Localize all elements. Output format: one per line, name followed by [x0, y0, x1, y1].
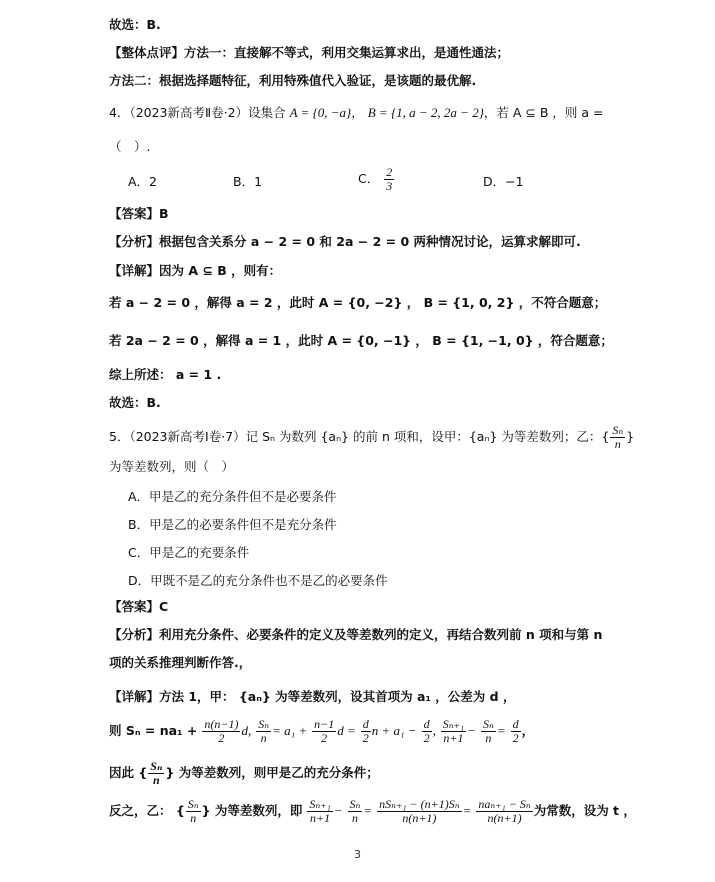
- converse-prefix: 反之，乙： {: [109, 803, 185, 818]
- formula-text-7: =: [496, 723, 506, 738]
- fraction-numerator: Sₙ: [150, 759, 163, 773]
- fraction-numerator: naₙ₊₁ − Sₙ: [478, 797, 531, 811]
- fraction-numerator: Sₙ: [258, 717, 270, 731]
- formula-text-1: d,: [241, 723, 252, 738]
- fraction-numerator: n(n−1): [204, 717, 239, 731]
- method-two: 方法二：根据选择题特征，利用特殊值代入验证，是该题的最优解.: [109, 73, 477, 88]
- converse-fraction-0: [186, 798, 201, 825]
- q4-final: 故选：B.: [109, 395, 161, 410]
- page-number: 3: [354, 848, 361, 861]
- fraction-numerator: Sₙ₊₁: [309, 797, 331, 811]
- q5-stem-suffix: }: [626, 429, 635, 444]
- q5-answer: 【答案】C: [109, 599, 169, 614]
- fraction-denominator: n(n+1): [487, 811, 522, 825]
- q4-option-b: B．1: [233, 174, 263, 189]
- formula-text-6: −: [467, 723, 476, 738]
- q4-analysis-text: 根据包含关系分 a − 2 = 0 和 2a − 2 = 0 两种情况讨论，运算求解即可.: [159, 234, 581, 249]
- hence-prefix: 因此 {: [109, 765, 148, 780]
- formula-end: ，: [521, 723, 535, 738]
- converse-fraction-3: [377, 798, 461, 825]
- fraction-numerator: nSₙ₊₁ − (n+1)Sₙ: [379, 797, 460, 811]
- q4-option-c-fraction: [384, 166, 394, 193]
- formula-fraction-5: [422, 718, 432, 745]
- answer-line-prev: 故选：B.: [109, 17, 161, 32]
- q4-set-a: A = {0, −a}: [289, 105, 352, 120]
- hence-suffix: } 为等差数列，则甲是乙的充分条件；: [165, 765, 379, 780]
- q4-analysis-label: 【分析】: [109, 234, 160, 249]
- formula-fraction-3: [312, 718, 336, 745]
- q4-option-d: D．−1: [483, 174, 524, 189]
- formula-text-5: ,: [432, 723, 436, 738]
- fraction-denominator: n: [351, 811, 358, 825]
- q5-converse-line: [109, 798, 636, 825]
- q4-summary: 综上所述： a = 1 .: [109, 367, 222, 382]
- converse-fraction-1: [307, 798, 332, 825]
- q4-comma: ，: [351, 105, 364, 120]
- converse-end: 为常数，设为 t ，: [533, 803, 636, 818]
- converse-fraction-4: [476, 798, 532, 825]
- formula-text-3: d =: [337, 723, 356, 738]
- fraction-denominator: 2: [512, 731, 519, 745]
- fraction-numerator: Sₙ: [612, 423, 624, 437]
- q4-option-c: [358, 166, 395, 193]
- formula-prefix: 则 Sₙ = na₁ +: [109, 723, 198, 738]
- converse-text-2: =: [363, 803, 373, 818]
- fraction-numerator: n−1: [314, 717, 335, 731]
- fraction-denominator: n+1: [443, 731, 464, 745]
- q5-option-a: A．甲是乙的充分条件但不是必要条件: [128, 489, 337, 504]
- fraction-numerator: 2: [386, 165, 393, 179]
- fraction-numerator: Sₙ: [349, 797, 361, 811]
- q5-option-d: D．甲既不是乙的充分条件也不是乙的必要条件: [128, 573, 388, 588]
- formula-fraction-4: [361, 718, 371, 745]
- hence-fraction: [148, 760, 164, 787]
- fraction-numerator: d: [512, 717, 519, 731]
- fraction-denominator: n: [485, 731, 492, 745]
- formula-fraction-7: [481, 718, 496, 745]
- fraction-numerator: Sₙ₊₁: [442, 717, 465, 731]
- formula-fraction-6: [441, 718, 466, 745]
- q5-detail-line1: 【详解】方法 1，甲： {aₙ} 为等差数列，设其首项为 a₁ ，公差为 d ，: [109, 689, 516, 704]
- q4-case-two: 若 2a − 2 = 0 ，解得 a = 1 ，此时 A = {0, −1} ， B = {1, −1, 0} ，符合题意；: [109, 333, 613, 348]
- q5-stem-line2: 为等差数列，则（ ）: [109, 459, 235, 474]
- fraction-denominator: n: [153, 773, 160, 787]
- q5-stem-prefix: 5．（2023新高考Ⅰ卷·7）记 Sₙ 为数列 {aₙ} 的前 n 项和，设甲：{aₙ} 为等差数列；乙：{: [109, 429, 610, 444]
- q4-detail-text: 因为 A ⊆ B ，则有：: [159, 263, 282, 278]
- q4-set-b: B = {1, a − 2, 2a − 2}: [367, 105, 484, 120]
- fraction-denominator: n: [614, 437, 621, 451]
- overall-review: [109, 44, 509, 62]
- q4-option-a: A．2: [128, 174, 158, 189]
- formula-text-2: = a₁ +: [272, 723, 308, 738]
- fraction-denominator: n: [190, 811, 197, 825]
- fraction-denominator: 2: [423, 731, 430, 745]
- q5-hence-line: [109, 760, 379, 787]
- fraction-denominator: n+1: [310, 811, 331, 825]
- q4-detail: [109, 262, 281, 280]
- formula-fraction-8: [511, 718, 521, 745]
- review-label: 【整体点评】: [109, 45, 185, 60]
- fraction-denominator: n(n+1): [402, 811, 437, 825]
- converse-fraction-2: [348, 798, 363, 825]
- q4-condition: ，若 A ⊆ B ，则 a =: [483, 105, 604, 120]
- q5-analysis-line2: 项的关系推理判断作答.，: [109, 655, 252, 670]
- formula-fraction-2: [256, 718, 271, 745]
- fraction-denominator: 2: [362, 731, 369, 745]
- fraction-denominator: 2: [218, 731, 225, 745]
- q4-analysis: [109, 233, 581, 251]
- q5-option-b: B．甲是乙的必要条件但不是充分条件: [128, 517, 337, 532]
- q5-analysis-line1: 【分析】利用充分条件、必要条件的定义及等差数列的定义，再结合数列前 n 项和与第 n: [109, 627, 603, 642]
- q4-stem: [109, 104, 603, 122]
- fraction-denominator: 3: [386, 179, 393, 193]
- q4-option-c-label: C．: [358, 171, 380, 186]
- q4-detail-label: 【详解】: [109, 263, 160, 278]
- fraction-denominator: n: [260, 731, 267, 745]
- converse-text-1: −: [333, 803, 343, 818]
- fraction-numerator: Sₙ: [482, 717, 494, 731]
- q5-stem-fraction: [610, 424, 625, 451]
- q4-answer: 【答案】B: [109, 206, 169, 221]
- q4-stem-prefix: 4．（2023新高考Ⅱ卷·2）设集合: [109, 105, 286, 120]
- converse-mid: } 为等差数列，即: [201, 803, 303, 818]
- q5-stem-line1: [109, 424, 634, 451]
- q5-formula-line: [109, 718, 534, 745]
- fraction-numerator: Sₙ: [187, 797, 199, 811]
- fraction-denominator: 2: [321, 731, 328, 745]
- q4-case-one: 若 a − 2 = 0 ，解得 a = 2 ，此时 A = {0, −2} ， B = {1, 0, 2} ，不符合题意；: [109, 295, 607, 310]
- review-text: 方法一：直接解不等式，利用交集运算求出，是通性通法；: [184, 45, 510, 60]
- formula-fraction-1: [202, 718, 240, 745]
- converse-text-3: =: [462, 803, 472, 818]
- q4-paren: （ ）.: [109, 139, 151, 154]
- formula-text-4: n + a₁ −: [371, 723, 417, 738]
- fraction-numerator: d: [362, 717, 369, 731]
- fraction-numerator: d: [423, 717, 430, 731]
- q5-option-c: C．甲是乙的充要条件: [128, 545, 250, 560]
